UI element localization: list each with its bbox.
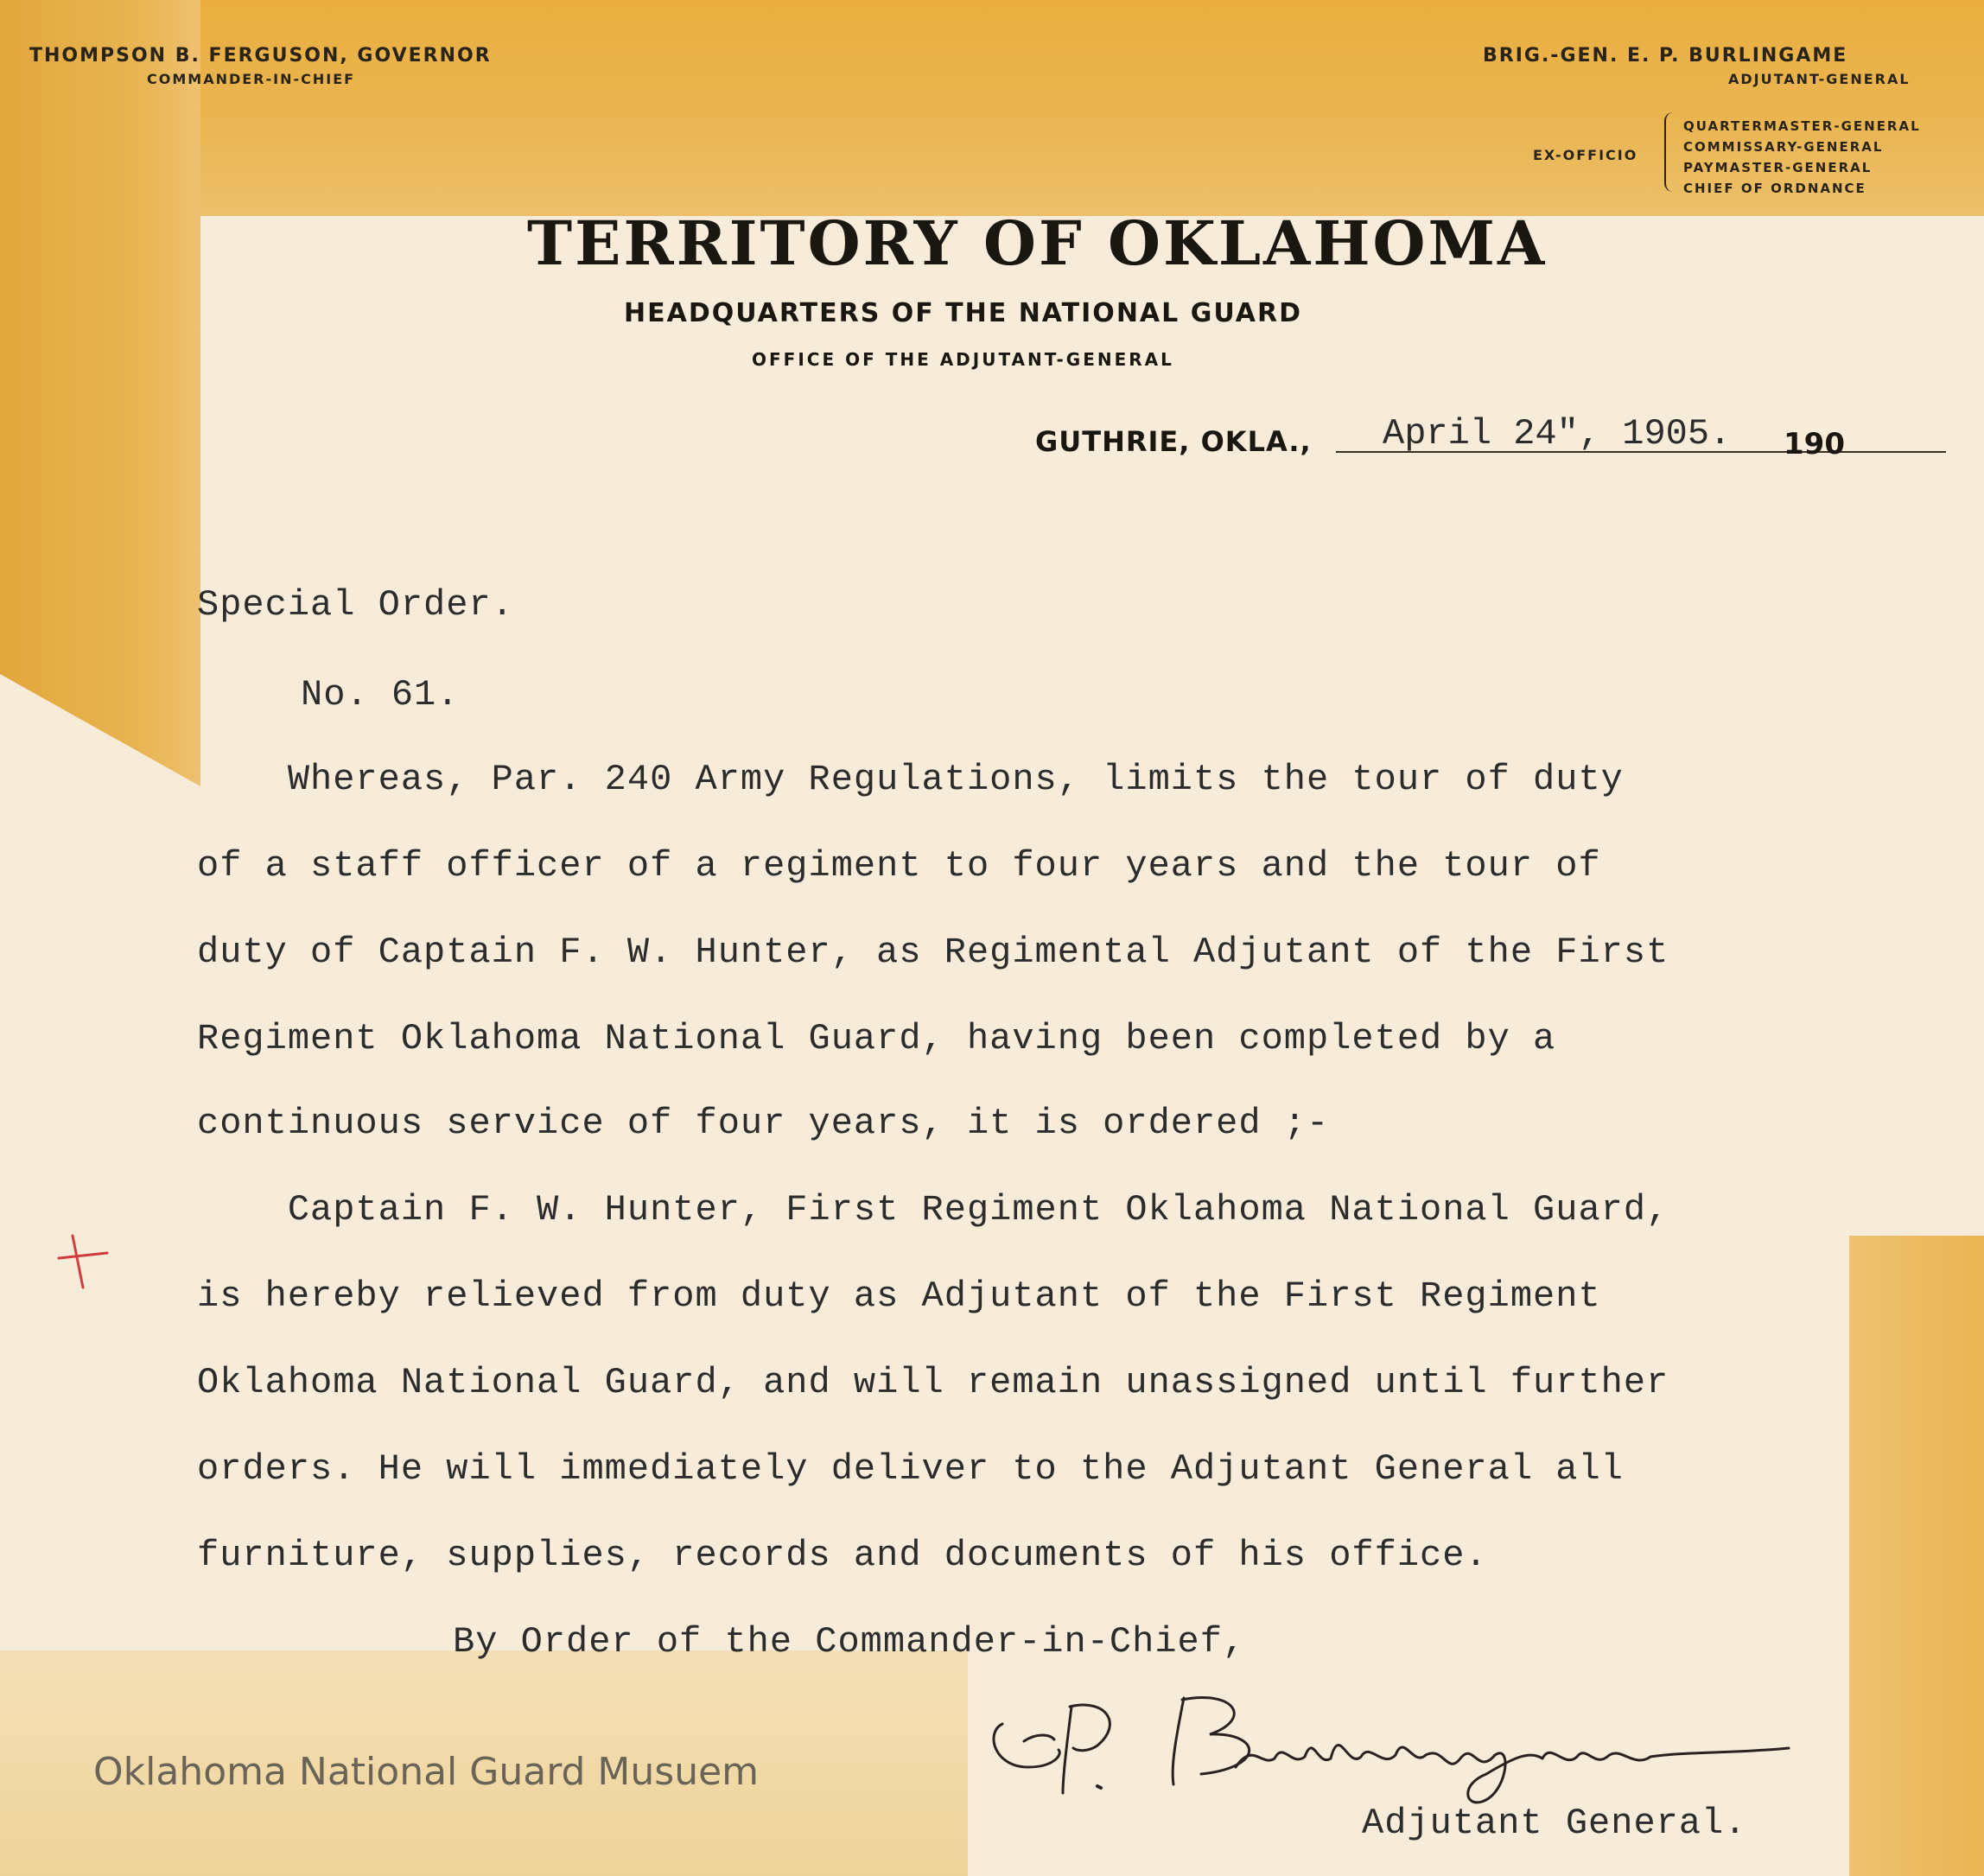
body-line: of a staff officer of a regiment to four years and the tour of xyxy=(197,845,1601,887)
letterhead-office: OFFICE OF THE ADJUTANT-GENERAL xyxy=(752,349,1174,370)
letterhead-subtitle: HEADQUARTERS OF THE NATIONAL GUARD xyxy=(624,298,1302,328)
ex-officio-role: PAYMASTER-GENERAL xyxy=(1683,160,1873,175)
adjutant-general-name: BRIG.-GEN. E. P. BURLINGAME xyxy=(1483,45,1848,67)
body-line: orders. He will immediately deliver to the Adjutant General all xyxy=(197,1448,1624,1490)
order-heading: Special Order. xyxy=(197,584,514,626)
handwritten-signature xyxy=(976,1672,1806,1810)
body-line: furniture, supplies, records and documents of his office. xyxy=(197,1535,1488,1576)
place-label: GUTHRIE, OKLA., xyxy=(1035,425,1312,458)
museum-watermark: Oklahoma National Guard Musuem xyxy=(93,1750,760,1794)
body-line: Regiment Oklahoma National Guard, having been completed by a xyxy=(197,1018,1556,1059)
body-line: Captain F. W. Hunter, First Regiment Oklahoma National Guard, xyxy=(197,1189,1669,1231)
order-number: No. 61. xyxy=(301,674,460,715)
ex-officio-roles xyxy=(1683,116,1921,199)
aged-tape-right xyxy=(1849,1236,1984,1876)
closing-line: By Order of the Commander-in-Chief, xyxy=(453,1621,1246,1663)
red-mark-icon xyxy=(54,1227,114,1296)
printed-year: 190 xyxy=(1784,427,1845,461)
ex-officio-role: CHIEF OF ORDNANCE xyxy=(1683,181,1866,196)
body-line: Oklahoma National Guard, and will remain unassigned until further xyxy=(197,1362,1669,1403)
brace-icon xyxy=(1664,112,1678,192)
body-line: duty of Captain F. W. Hunter, as Regimental Adjutant of the First xyxy=(197,932,1669,973)
governor-name: THOMPSON B. FERGUSON, GOVERNOR xyxy=(29,45,492,67)
body-line: Whereas, Par. 240 Army Regulations, limits the tour of duty xyxy=(197,759,1624,800)
body-line: continuous service of four years, it is ordered ;- xyxy=(197,1103,1330,1144)
aged-tape-left xyxy=(0,0,200,786)
typed-date: April 24", 1905. xyxy=(1383,413,1732,455)
adjutant-general-title: ADJUTANT-GENERAL xyxy=(1728,71,1911,87)
body-line: is hereby relieved from duty as Adjutant of the First Regiment xyxy=(197,1275,1601,1317)
ex-officio-label: EX-OFFICIO xyxy=(1533,147,1638,163)
signer-title: Adjutant General. xyxy=(1362,1803,1747,1844)
ex-officio-role: COMMISSARY-GENERAL xyxy=(1683,139,1884,155)
letterhead-title: TERRITORY OF OKLAHOMA xyxy=(527,207,1548,279)
ex-officio-role: QUARTERMASTER-GENERAL xyxy=(1683,118,1921,134)
governor-title: COMMANDER-IN-CHIEF xyxy=(147,71,356,87)
